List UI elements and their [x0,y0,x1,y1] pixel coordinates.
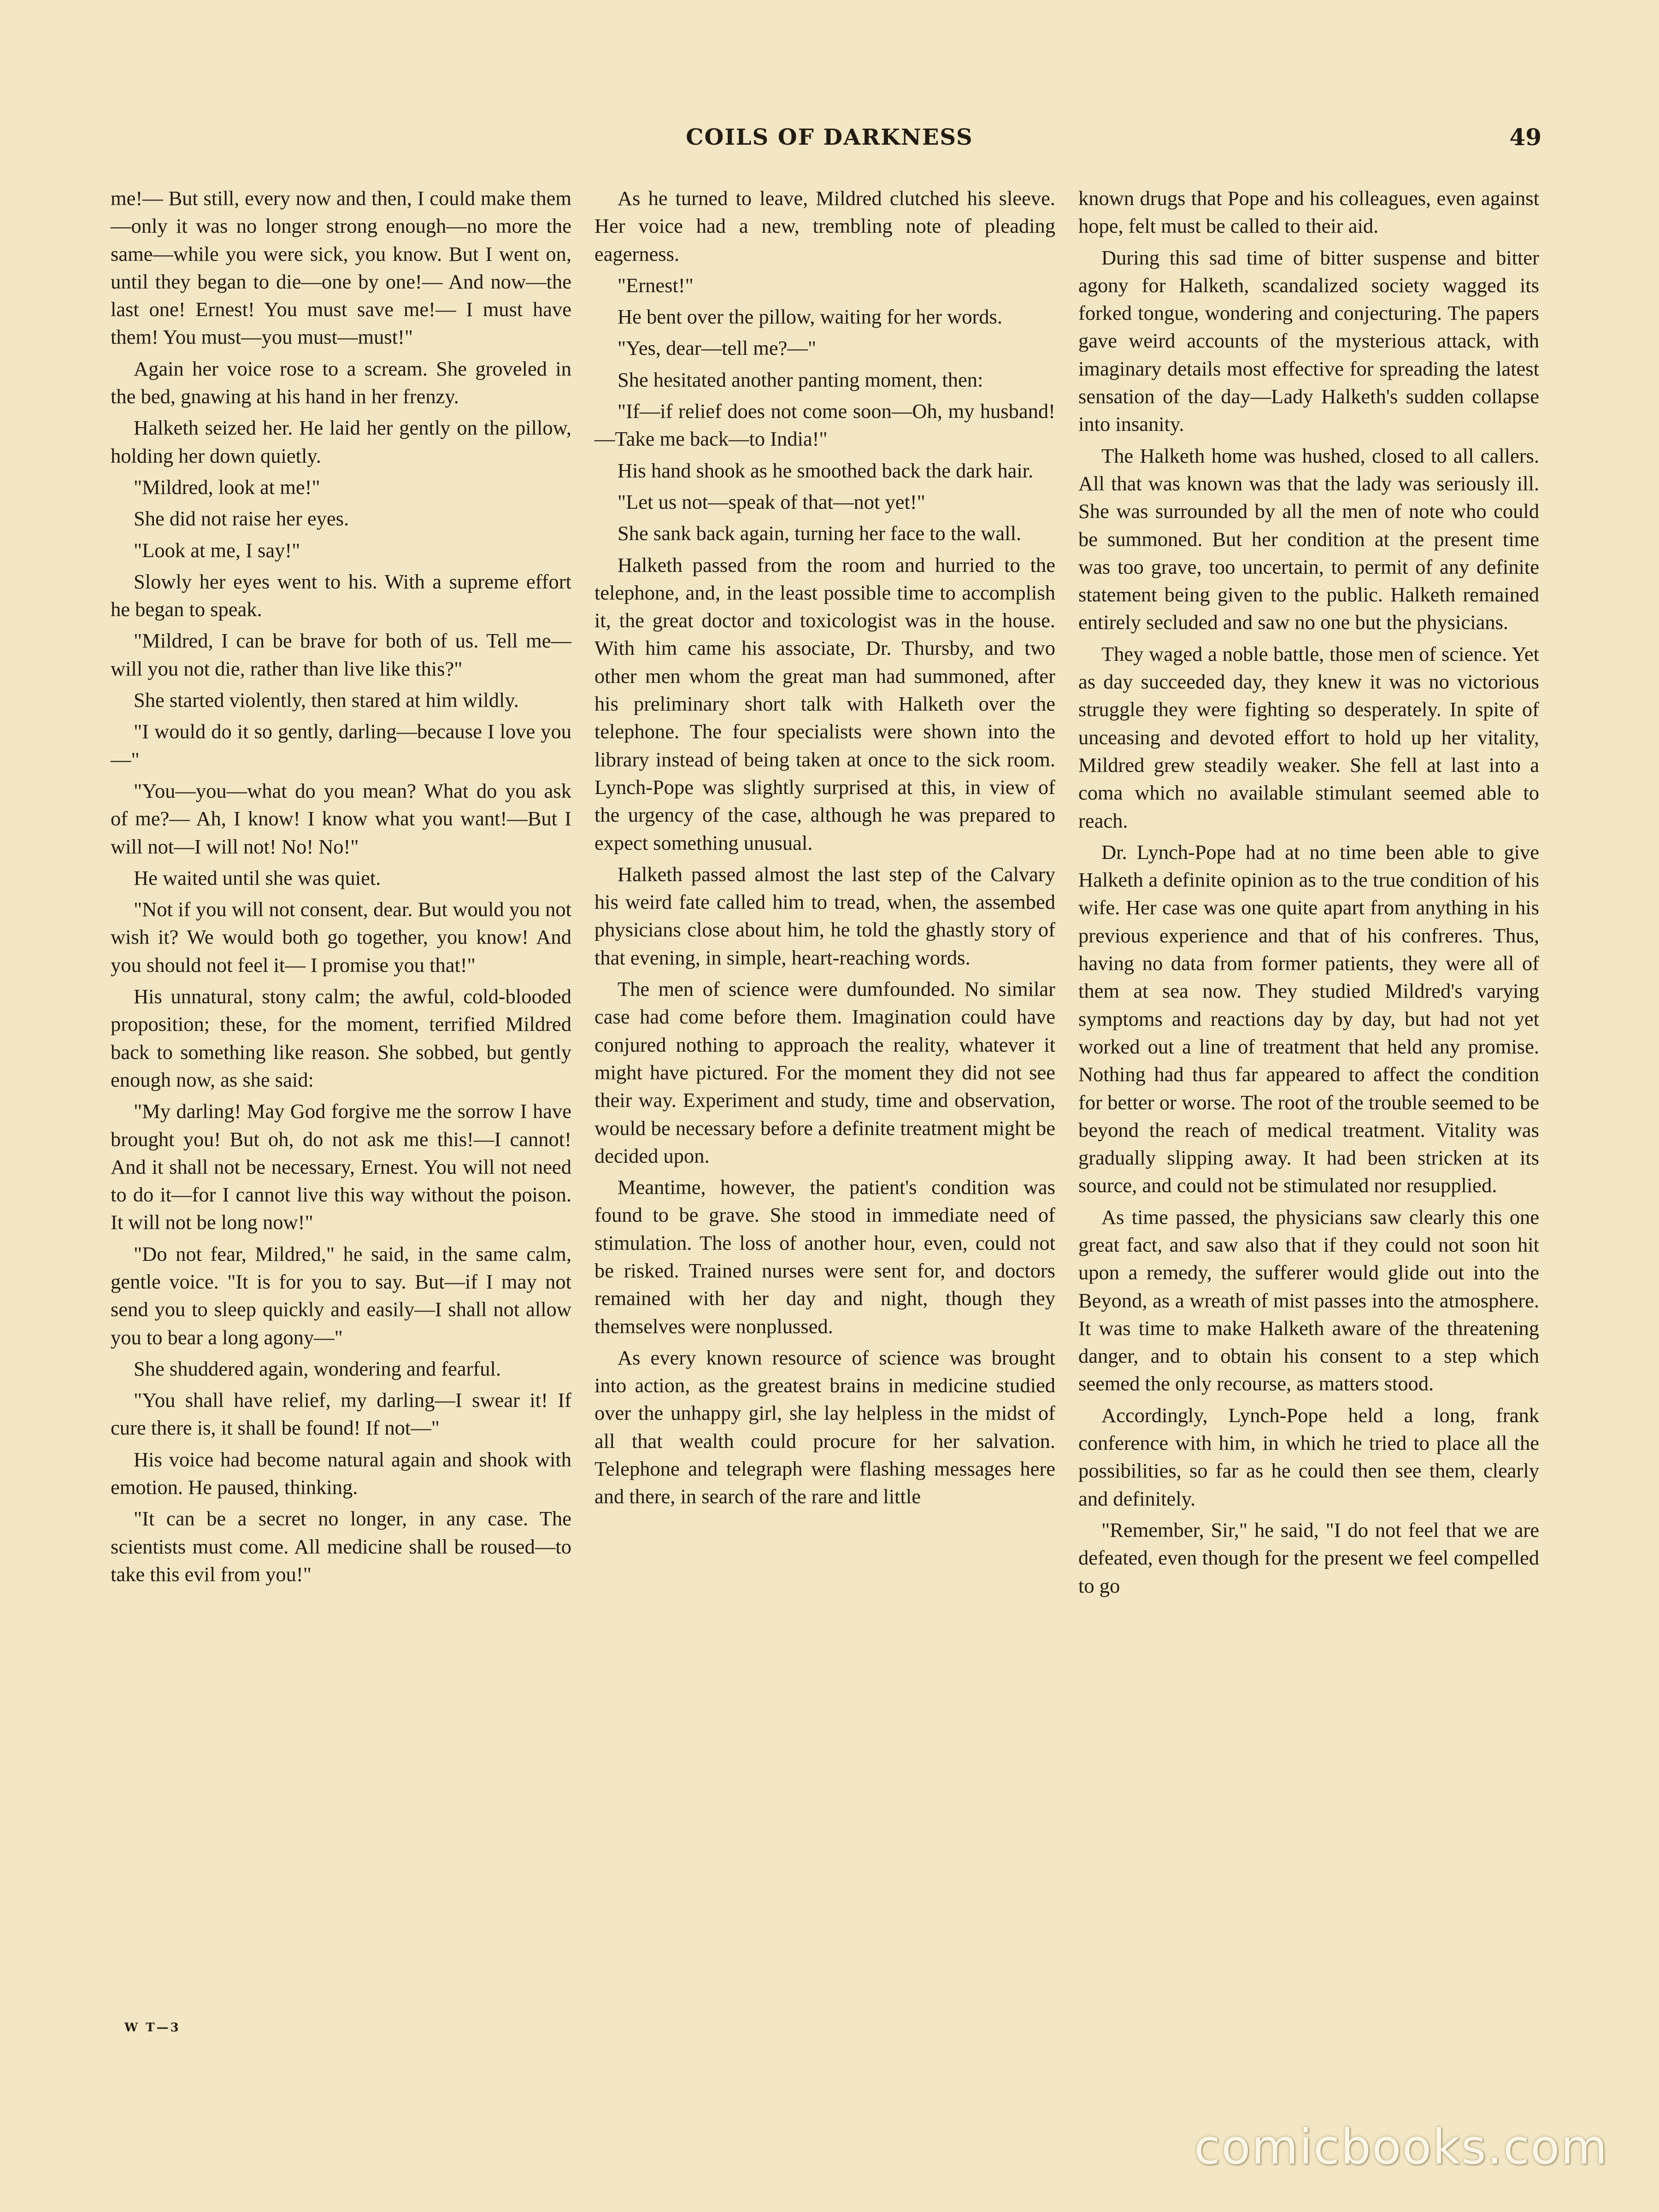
paragraph: known drugs that Pope and his colleagues, even against hope, felt must be called to their aid. [1078,187,1539,238]
paragraph: She sank back again, turning her face to the wall. [618,522,1022,545]
paragraph: "Remember, Sir," he said, "I do not feel that we are defeated, even though for the present we feel compelled to go [1078,1518,1539,1597]
paragraph: The men of science were dumfounded. No similar case had come before them. Imagination could have conjured nothing to approach the reality, whatever it might have pictured. For the moment they did not see their way. Experiment and study, time and observation, would be necessary before a definite treatment might be decided upon. [594,977,1055,1167]
paragraph: "Yes, dear—tell me?—" [618,336,816,360]
paragraph: The Halketh home was hushed, closed to all callers. All that was known was that the lady was seriously ill. She was surrounded by all the men of note who could be summoned. But her condition at the present time was too grave, too uncertain, to permit of any definite statement being given to the public. Halketh remained entirely secluded and saw no one but the physicians. [1078,444,1539,634]
paragraph: Halketh seized her. He laid her gently on the pillow, holding her down quietly. [111,416,571,467]
paragraph: Slowly her eyes went to his. With a supreme effort he began to speak. [111,570,571,621]
running-title: COILS OF DARKNESS [686,124,973,150]
paragraph: Accordingly, Lynch-Pope held a long, frank conference with him, in which he tried to place all the possibilities, so far as he could then see them, clearly and definitely. [1078,1403,1539,1510]
site-watermark: comicbooks.com [1194,2119,1608,2175]
paragraph: "If—if relief does not come soon—Oh, my husband!—Take me back—to India!" [594,400,1055,451]
paragraph: Again her voice rose to a scream. She groveled in the bed, gnawing at his hand in her frenzy. [111,357,571,408]
paragraph: She hesitated another panting moment, then: [618,368,983,391]
paragraph: "You—you—what do you mean? What do you ask of me?— Ah, I know! I know what you want!—But I will not—I will not! No! No!" [111,779,571,858]
paragraph: His unnatural, stony calm; the awful, cold-blooded proposition; these, for the moment, terrified Mildred back to something like reason. She sobbed, but gently enough now, as she said: [111,985,571,1091]
paragraph: Dr. Lynch-Pope had at no time been able to give Halketh a definite opinion as to the true condition of his wife. Her case was one quite apart from anything in his previous experience and that of his confreres. Thus, having no data from former patients, they were all of them at sea now. They studied Mildred's varying symptoms and reactions day by day, but had not yet worked out a line of treatment that held any promise. Nothing had thus far appeared to affect the condition for better or worse. The root of the trouble seemed to be beyond the reach of medical treatment. Vitality was gradually slipping away. It had been stricken at its source, and could not be stimulated nor resupplied. [1078,840,1539,1197]
signature-mark: W T—3 [124,2021,181,2035]
paragraph: "My darling! May God forgive me the sorrow I have brought you! But oh, do not ask me this!—I cannot! And it shall not be necessary, Ernest. You will not need to do it—for I cannot live this way without the poison. It will not be long now!" [111,1100,571,1234]
text-column-1 [111,184,571,1592]
paragraph: As every known resource of science was brought into action, as the greatest brains in medicine studied over the unhappy girl, she lay helpless in the midst of all that wealth could procure for her salvation. Telephone and telegraph were flashing messages here and there, in search of the rare and little [594,1346,1055,1508]
paragraph: She shuddered again, wondering and fearful. [134,1357,501,1380]
page-number: 49 [1509,124,1541,151]
paragraph: "Mildred, I can be brave for both of us. Tell me—will you not die, rather than live like this?" [111,629,571,680]
paragraph: "Do not fear, Mildred," he said, in the same calm, gentle voice. "It is for you to say. But—if I may not send you to sleep quickly and easily—I shall not allow you to bear a long agony—" [111,1242,571,1349]
text-column-3 [1078,184,1539,1603]
paragraph: His voice had become natural again and shook with emotion. He paused, thinking. [111,1447,571,1499]
paragraph: "Not if you will not consent, dear. But would you not wish it? We would both go together, you know! And you should not feel it— I promise you that!" [111,898,571,977]
paragraph: "Ernest!" [618,273,694,297]
paragraph: They waged a noble battle, those men of science. Yet as day succeeded day, they knew it was no victorious struggle they were fighting so desperately. In spite of unceasing and devoted effort to hold up her vitality, Mildred grew steadily weaker. She fell at last into a coma which no available stimulant seemed able to reach. [1078,642,1539,832]
paragraph: "It can be a secret no longer, in any case. The scientists must come. All medicine shall be roused—to take this evil from you!" [111,1507,571,1586]
paragraph: During this sad time of bitter suspense and bitter agony for Halketh, scandalized society wagged its forked tongue, wondering and conjecturing. The papers gave weird accounts of the mysterious attack, with imaginary details most effective for spreading the latest sensation of the day—Lady Halketh's sudden collapse into insanity. [1078,246,1539,436]
paragraph: "Look at me, I say!" [134,538,300,562]
paragraph: "Let us not—speak of that—not yet!" [618,490,925,513]
paragraph: As time passed, the physicians saw clearly this one great fact, and saw also that if they could not soon hit upon a remedy, the sufferer would glide out into the Beyond, as a wreath of mist passes into the atmosphere. It was time to make Halketh aware of the threatening danger, and to obtain his consent to a step which seemed the only recourse, as matters stood. [1078,1205,1539,1395]
paragraph: She did not raise her eyes. [134,507,349,530]
paragraph: Meantime, however, the patient's condition was found to be grave. She stood in immediate need of stimulation. The loss of another hour, even, could not be risked. Trained nurses were sent for, and doctors remained with her day and night, though they themselves were nonplussed. [594,1176,1055,1338]
paragraph: He bent over the pillow, waiting for her words. [618,305,1002,329]
paragraph: me!— But still, every now and then, I could make them—only it was no longer strong enough—no more the same—while you were sick, you know. But I went on, until they began to die—one by one!— And now—the last one! Ernest! You must save me!— I must have them! You must—you must—must!" [111,187,571,349]
paragraph: Halketh passed from the room and hurried to the telephone, and, in the least possible time to accomplish it, the great doctor and toxicologist was in the house. With him came his associate, Dr. Thursby, and two other men whom the great man had summoned, after his preliminary short talk with Halketh over the telephone. The four specialists were shown into the library instead of being taken at once to the sick room. Lynch-Pope was slightly surprised at this, in view of the urgency of the case, although he was prepared to expect something unusual. [594,553,1055,854]
paragraph: "You shall have relief, my darling—I swear it! If cure there is, it shall be found! If not—" [111,1388,571,1440]
paragraph: Halketh passed almost the last step of the Calvary his weird fate called him to tread, when, the assembed physicians close about him, he told the ghastly story of that evening, in simple, heart-reaching words. [594,862,1055,969]
paragraph: His hand shook as he smoothed back the dark hair. [618,459,1034,482]
paragraph: As he turned to leave, Mildred clutched his sleeve. Her voice had a new, trembling note of pleading eagerness. [594,187,1055,265]
paragraph: "I would do it so gently, darling—because I love you—" [111,720,571,771]
paragraph: "Mildred, look at me!" [134,475,320,499]
text-column-2 [594,184,1055,1514]
paragraph: She started violently, then stared at him wildly. [134,688,519,712]
paragraph: He waited until she was quiet. [134,866,381,889]
